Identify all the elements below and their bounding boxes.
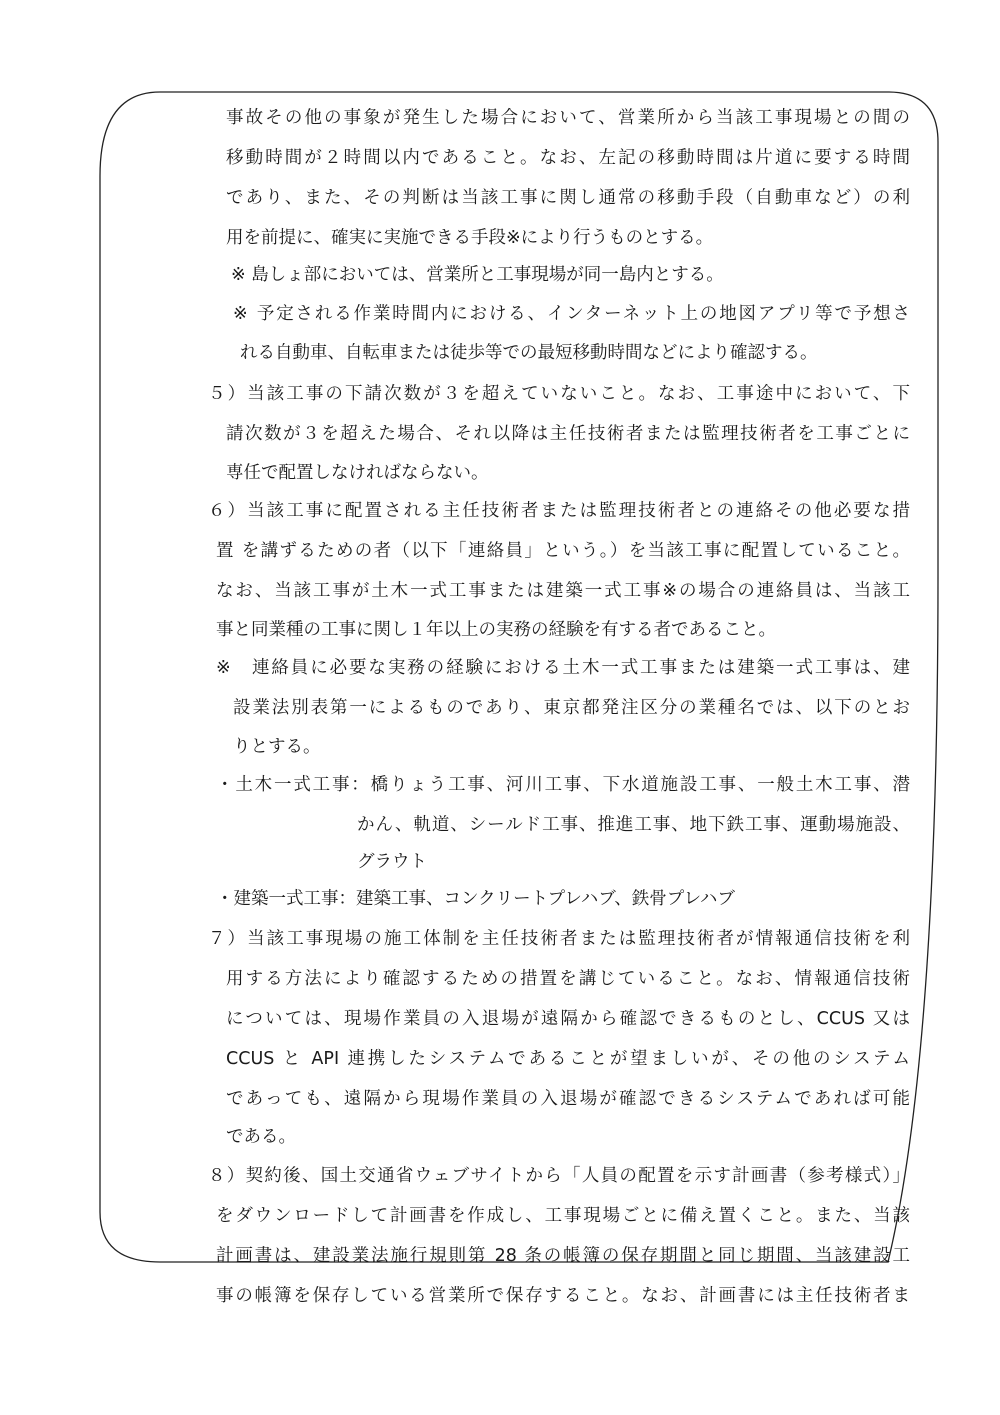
item-7-line: である。 bbox=[226, 1127, 296, 1147]
item-8-line: 事の帳簿を保存している営業所で保存すること。なお、計画書には主任技術者ま bbox=[216, 1286, 910, 1306]
category-building-line: ・建築一式工事：建築工事、コンクリートプレハブ、鉄骨プレハブ bbox=[216, 889, 735, 909]
note-line: れる自動車、自転車または徒歩等での最短移動時間などにより確認する。 bbox=[240, 343, 818, 363]
category-civil-line: ・土木一式工事：橋りょう工事、河川工事、下水道施設工事、一般土木工事、潜 bbox=[216, 775, 910, 795]
item-8-line: ８）契約後、国土交通省ウェブサイトから「人員の配置を示す計画書（参考様式）」 bbox=[208, 1166, 910, 1186]
category-civil-line: かん、軌道、シールド工事、推進工事、地下鉄工事、運動場施設、 bbox=[357, 815, 910, 835]
item-8-line: 計画書は、建設業法施行規則第 28 条の帳簿の保存期間と同じ期間、当該建設工 bbox=[216, 1246, 910, 1266]
note-line: ※ 予定される作業時間内における、インターネット上の地図アプリ等で予想さ bbox=[233, 304, 910, 324]
item-8-line: をダウンロードして計画書を作成し、工事現場ごとに備え置くこと。また、当該 bbox=[216, 1206, 910, 1226]
item-5-line: ５）当該工事の下請次数が３を超えていないこと。なお、工事途中において、下 bbox=[208, 384, 910, 404]
item-7-line: については、現場作業員の入退場が遠隔から確認できるものとし、CCUS 又は bbox=[226, 1009, 910, 1029]
category-civil-line: グラウト bbox=[357, 852, 427, 872]
item-5-line: 請次数が３を超えた場合、それ以降は主任技術者または監理技術者を工事ごとに bbox=[226, 424, 910, 444]
note-line: ※ 連絡員に必要な実務の経験における土木一式工事または建築一式工事は、建 bbox=[216, 658, 910, 678]
item-5-line: 専任で配置しなければならない。 bbox=[226, 463, 489, 483]
text-line: 移動時間が２時間以内であること。なお、左記の移動時間は片道に要する時間 bbox=[226, 148, 910, 168]
text-line: であり、また、その判断は当該工事に関し通常の移動手段（自動車など）の利 bbox=[226, 188, 910, 208]
text-line: 事故その他の事象が発生した場合において、営業所から当該工事現場との間の bbox=[226, 108, 910, 128]
item-6-line: 置 を講ずるための者（以下「連絡員」という。）を当該工事に配置していること。 bbox=[216, 541, 910, 561]
item-7-line: CCUS と API 連携したシステムであることが望ましいが、その他のシステム bbox=[226, 1049, 910, 1069]
note-line: ※ 島しょ部においては、営業所と工事現場が同一島内とする。 bbox=[231, 265, 724, 285]
item-7-line: ７）当該工事現場の施工体制を主任技術者または監理技術者が情報通信技術を利 bbox=[208, 929, 910, 949]
item-6-line: 事と同業種の工事に関し１年以上の実務の経験を有する者であること。 bbox=[216, 620, 776, 640]
item-6-line: ６）当該工事に配置される主任技術者または監理技術者との連絡その他必要な措 bbox=[208, 501, 910, 521]
item-7-line: 用する方法により確認するための措置を講じていること。なお、情報通信技術 bbox=[226, 969, 910, 989]
text-line: 用を前提に、確実に実施できる手段※により行うものとする。 bbox=[226, 228, 714, 248]
note-line: 設業法別表第一によるものであり、東京都発注区分の業種名では、以下のとお bbox=[233, 698, 910, 718]
note-line: りとする。 bbox=[233, 737, 321, 757]
item-7-line: であっても、遠隔から現場作業員の入退場が確認できるシステムであれば可能 bbox=[226, 1089, 910, 1109]
item-6-line: なお、当該工事が土木一式工事または建築一式工事※の場合の連絡員は、当該工 bbox=[216, 581, 910, 601]
